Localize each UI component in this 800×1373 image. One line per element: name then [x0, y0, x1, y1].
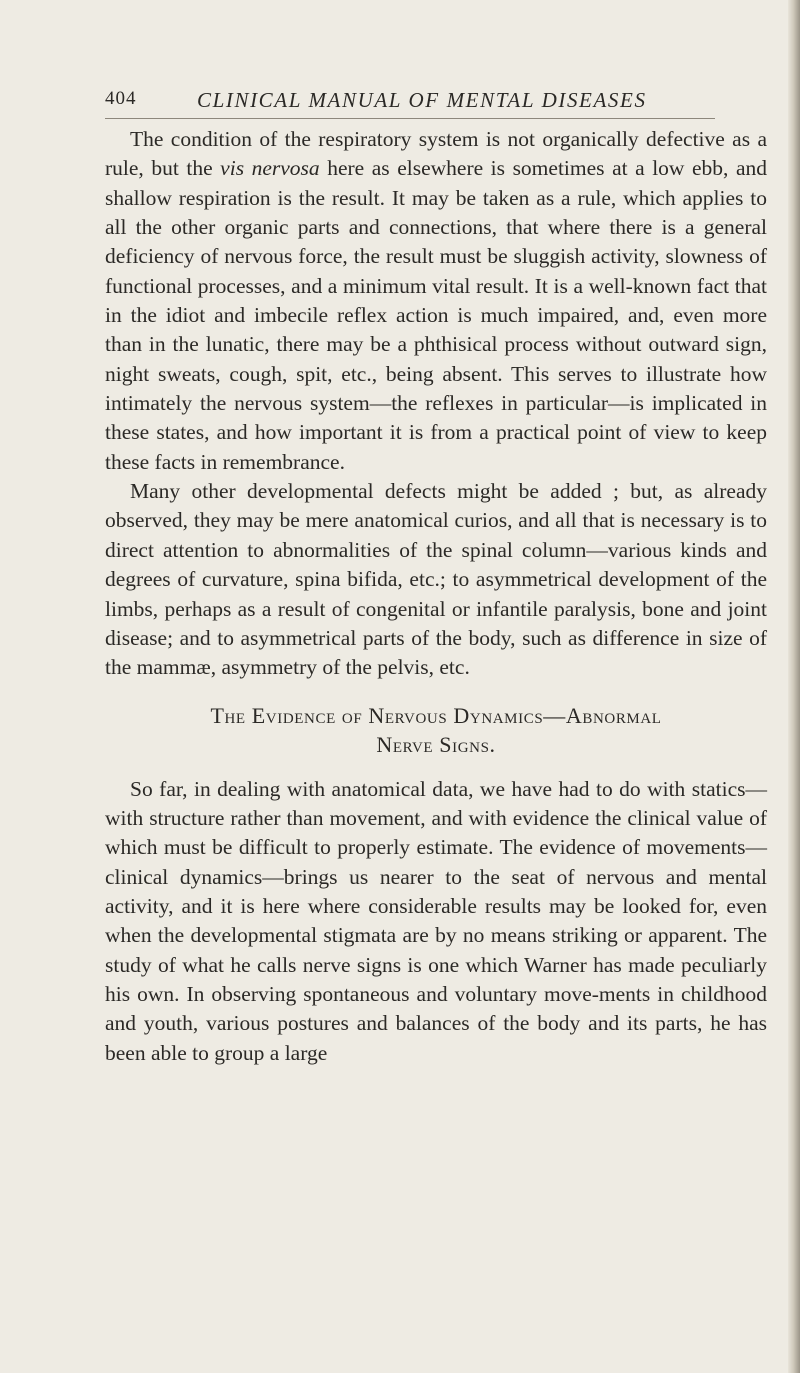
- header-rule: [105, 118, 715, 119]
- paragraph-text: The condition of the respiratory system is not organically defective as a rule, but the: [105, 127, 767, 181]
- page-number: 404: [105, 88, 137, 109]
- running-header: [105, 88, 705, 118]
- paragraph-text: here as elsewhere is sometimes at a low ebb, and shallow respiration is the result. It may be taken as a rule, which applies to all the other organic parts and connections, that where there is a general deficiency of nervous force, the result must be sluggish activity, slowness of functional processes, and a minimum vital result. It is a well-known fact that in the idiot and imbecile reflex action is much impaired, and, even more than in the lunatic, there may be a phthisical process without outward sign, night sweats, cough, spit, etc., being absent. This serves to illustrate how intimately the nervous system—the reflexes in particular—is implicated in these states, and how important it is from a practical point of view to keep these facts in remembrance.: [105, 156, 767, 474]
- section-heading: [105, 701, 767, 759]
- paragraph-nerve-signs: So far, in dealing with anatomical data, we have had to do with statics—with structure rather than movement, and with evidence the clinical value of which must be difficult to properly estimate. The evidence of movements—clinical dynamics—brings us nearer to the seat of nervous and mental activity, and it is here where considerable results may be looked for, even when the developmental stigmata are by no means striking or apparent. The study of what he calls nerve signs is one which Warner has made peculiarly his own. In observing spontaneous and voluntary move-ments in childhood and youth, various postures and balances of the body and its parts, he has been able to group a large: [105, 776, 767, 1065]
- section-heading-line: Nerve Signs.: [376, 731, 496, 757]
- body-text: [105, 125, 767, 1068]
- paragraph-respiratory: [105, 125, 767, 477]
- latin-term: vis nervosa: [220, 156, 320, 181]
- paragraph-developmental-defects: Many other developmental defects might be added ; but, as already observed, they may be mere anatomical curios, and all that is necessary is to direct attention to abnormalities of the spinal column—various kinds and degrees of curvature, spina bifida, etc.; to asymmetrical development of the limbs, perhaps as a result of congenital or infantile paralysis, bone and joint disease; and to asymmetrical parts of the body, such as difference in size of the mammæ, asymmetry of the pelvis, etc.: [105, 479, 767, 680]
- running-title: CLINICAL MANUAL OF MENTAL DISEASES: [197, 88, 647, 112]
- section-heading-line: The Evidence of Nervous Dynamics—Abnormal: [210, 702, 662, 728]
- page-edge-shadow: [788, 0, 800, 1373]
